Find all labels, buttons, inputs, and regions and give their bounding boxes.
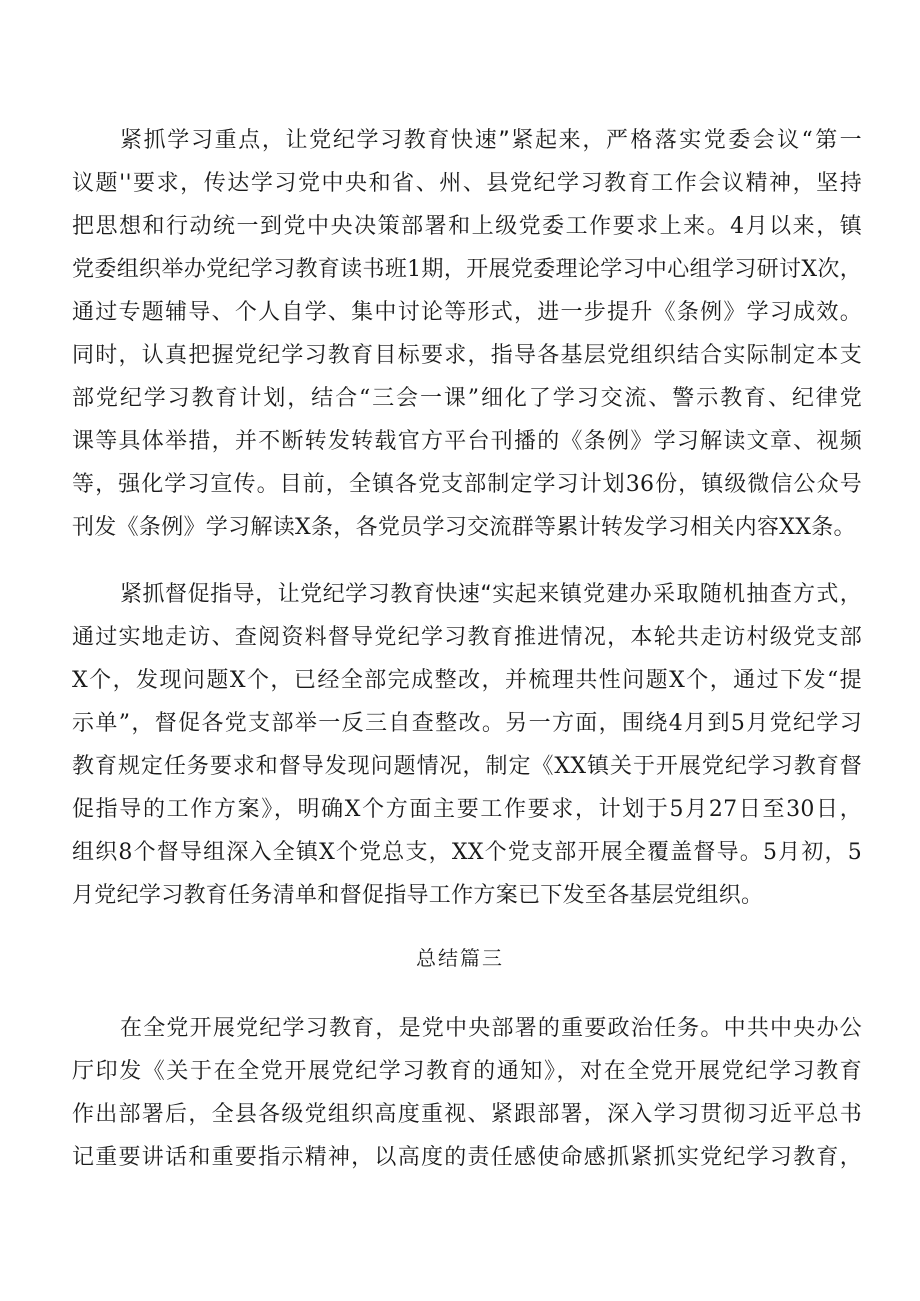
paragraph-line: 教育规定任务要求和督导发现问题情况，制定《XX镇关于开展党纪学习教育督 bbox=[72, 754, 862, 779]
paragraph-text: 镇党建办采取随机抽查方式， bbox=[559, 582, 863, 607]
paragraph-line: 厅印发《关于在全党开展党纪学习教育的通知》，对在全党开展党纪学习教育 bbox=[72, 1059, 862, 1084]
paragraph-line: 组织8个督导组深入全镇X个党总支，XX个党支部开展全覆盖督导。5月初，5 bbox=[72, 840, 862, 865]
paragraph-line: 议题''要求，传达学习党中央和省、州、县党纪学习教育工作会议精神，坚持 bbox=[72, 171, 862, 196]
paragraph-line: 部党纪学习教育计划，结合“三会一课”细化了学习交流、警示教育、纪律党 bbox=[72, 386, 862, 411]
paragraph-text: 严格落实党委会议“第一 bbox=[605, 128, 862, 153]
paragraph-lead: 紧抓学习重点，让党纪学习教育快速”紧起来， bbox=[120, 128, 606, 153]
paragraph-line bbox=[120, 575, 862, 615]
paragraph-line: 月党纪学习教育任务清单和督促指导工作方案已下发至各基层党组织。 bbox=[72, 883, 764, 908]
paragraph-lead: 紧抓督促指导，让党纪学习教育快速“实起来 bbox=[120, 582, 560, 607]
paragraph-line: 党委组织举办党纪学习教育读书班1期，开展党委理论学习中心组学习研讨X次， bbox=[72, 257, 862, 282]
paragraph-line: 课等具体举措，并不断转发转载官方平台刊播的《条例》学习解读文章、视频 bbox=[72, 429, 862, 454]
paragraph-line bbox=[120, 121, 862, 161]
paragraph-line: 等，强化学习宣传。目前，全镇各党支部制定学习计划36份，镇级微信公众号 bbox=[72, 472, 862, 497]
section-heading: 总结篇三 bbox=[416, 946, 504, 970]
paragraph-line: 把思想和行动统一到党中央决策部署和上级党委工作要求上来。4月以来，镇 bbox=[72, 214, 862, 239]
paragraph-line: 记重要讲话和重要指示精神，以高度的责任感使命感抓紧抓实党纪学习教育， bbox=[72, 1145, 862, 1170]
paragraph-line: 示单”，督促各党支部举一反三自查整改。另一方面，围绕4月到5月党纪学习 bbox=[72, 711, 862, 736]
paragraph-line: 作出部署后，全县各级党组织高度重视、紧跟部署，深入学习贯彻习近平总书 bbox=[72, 1102, 862, 1127]
paragraph-line: 刊发《条例》学习解读X条，各党员学习交流群等累计转发学习相关内容XX条。 bbox=[72, 515, 856, 540]
paragraph-line: 通过实地走访、查阅资料督导党纪学习教育推进情况，本轮共走访村级党支部 bbox=[72, 625, 862, 650]
paragraph-line: 在全党开展党纪学习教育，是党中央部署的重要政治任务。中共中央办公 bbox=[120, 1016, 862, 1041]
paragraph-line: 促指导的工作方案》，明确X个方面主要工作要求，计划于5月27日至30日， bbox=[72, 797, 862, 822]
paragraph-line: 通过专题辅导、个人自学、集中讨论等形式，进一步提升《条例》学习成效。 bbox=[72, 300, 862, 325]
paragraph-line: X个，发现问题X个，已经全部完成整改，并梳理共性问题X个，通过下发“提 bbox=[72, 668, 862, 693]
paragraph-line: 同时，认真把握党纪学习教育目标要求，指导各基层党组织结合实际制定本支 bbox=[72, 343, 862, 368]
